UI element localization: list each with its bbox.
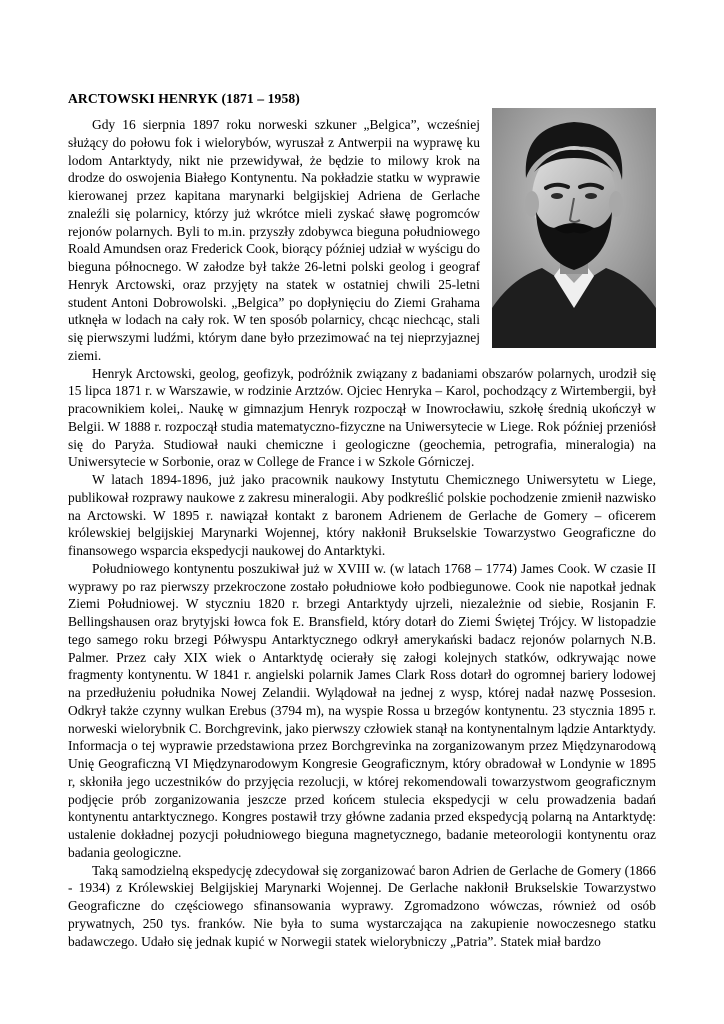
- paragraph: W latach 1894-1896, już jako pracownik naukowy Instytutu Chemicznego Uniwersytetu w Liege, publikował rozprawy naukowe z zakresu mineralogii. Aby podkreślić polskie pochodzenie zmienił nazwisko na Arctowski. W 1895 r. nawiązał kontakt z baronem Adrienem de Gerlache de Gomery – oficerem królewskiej belgijskiej Marynarki Wojennej, który nakłonił Brukselskie Towarzystwo Geograficzne do finansowego wsparcia ekspedycji naukowej do Antarktyki.: [68, 472, 656, 558]
- portrait-photo-icon: [492, 108, 656, 348]
- article-body: [68, 116, 656, 950]
- paragraph: Południowego kontynentu poszukiwał już w XVIII w. (w latach 1768 – 1774) James Cook. W czasie II wyprawy po raz pierwszy przekroczone zostało południowe koło podbiegunowe. Cook nie napotkał jednak Ziemi Południowej. W styczniu 1820 r. brzegi Antarktydy ujrzeli, niezależnie od siebie, Rosjanin F. Bellingshausen oraz brytyjski łowca fok E. Bransfield, który dotarł do Ziemi Świętej Trójcy. W listopadzie tego samego roku brzegi Półwyspu Antarktycznego odkrył amerykański badacz rejonów polarnych N.B. Palmer. Przez cały XIX wiek o Antarktydę ocierały się załogi kolejnych statków, odkrywając nowe fragmenty kontynentu. W 1841 r. angielski polarnik James Clark Ross dotarł do ogromnej bariery lodowej na przedłużeniu południka Nowej Zelandii. Wylądował na jednej z wysp, której nadał nazwę Possesion. Odkrył także czynny wulkan Erebus (3794 m), na wyspie Rossa u brzegów kontynentu. 23 stycznia 1895 r. norweski wielorybnik C. Borchgrevink, jako pierwszy człowiek stanął na kontynentalnym lądzie Antarktydy. Informacja o tej wyprawie przedstawiona przez Borchgrevinka na zorganizowanym przez Międzynarodową Unię Geograficzną VI Międzynarodowym Kongresie Geograficznym, który obradował w Londynie w 1895 r, skłoniła jego uczestników do przyjęcia rezolucji, w której rekomendowali towarzystwom geograficznym podjęcie prób zorganizowania jeszcze przed końcem stulecia ekspedycji w celu prowadzenia badań kontynentu antarktycznego. Kongres postawił trzy główne zadania przed ekspedycją polarną na Antarktydę: ustalenie dokładnej pozycji południowego bieguna magnetycznego, badanie meteorologii kontynentu oraz badania geologiczne.: [68, 560, 656, 860]
- paragraph: Henryk Arctowski, geolog, geofizyk, podróżnik związany z badaniami obszarów polarnych, urodził się 15 lipca 1871 r. w Warszawie, w rodzinie Arztzów. Ojciec Henryka – Karol, pochodzący z Wirtembergii, był pracownikiem kolei,. Naukę w gimnazjum Henryk rozpoczął w Inowrocławiu, szkołę średnią ukończył w Belgii. W 1888 r. rozpoczął studia matematyczno-fizyczne na Uniwersytecie w Liege. Rok później przeniósł się do Paryża. Studiował nauki chemiczne i geologiczne (geochemia, petrografia, mineralogia) na Uniwersytecie w Sorbonie, oraz w College de France i w Szkole Górniczej.: [68, 365, 656, 470]
- article-title: ARCTOWSKI HENRYK (1871 – 1958): [68, 91, 300, 106]
- paragraph: Gdy 16 sierpnia 1897 roku norweski szkuner „Belgica”, wcześniej służący do połowu fok i wielorybów, wyruszał z Antwerpii na wyprawę ku lodom Antarktydy, nikt nie przewidywał, że będzie to milowy krok na drodze do oswojenia Białego Kontynentu. Na pokładzie statku w wyprawie kierowanej przez kapitana marynarki belgijskiej Adriena de Gerlache znaleźli się polarnicy, którzy już wkrótce mieli zyskać sławę pogromców rejonów polarnych. Byli to m.in. przyszły zdobywca bieguna południowego Roald Amundsen oraz Frederick Cook, biorący później udział w wyścigu do bieguna północnego. W załodze był także 26-letni polski geolog i geograf Henryk Arctowski, oraz przyjęty na statek w ostatniej chwili 25-letni student Antoni Dobrowolski. „Belgica” po dopłynięciu do Ziemi Grahama utknęła w lodach na cały rok. W ten sposób polarnicy, chcąc niechcąc, stali się pierwszymi ludźmi, którym dane było przezimować na tej nieprzyjaznej ziemi.: [68, 117, 480, 363]
- paragraph: Taką samodzielną ekspedycję zdecydował się zorganizować baron Adrien de Gerlache de Gomery (1866 - 1934) z Królewskiej Belgijskiej Marynarki Wojennej. De Gerlache nakłonił Brukselskie Towarzystwo Geograficzne do częściowego sfinansowania wyprawy. Zgromadzono wówczas, również od osób prywatnych, 250 tys. franków. Nie była to suma wystarczająca na zakupienie nowoczesnego statku badawczego. Udało się jednak kupić w Norwegii statek wielorybniczy „Patria”. Statek miał bardzo: [68, 862, 656, 949]
